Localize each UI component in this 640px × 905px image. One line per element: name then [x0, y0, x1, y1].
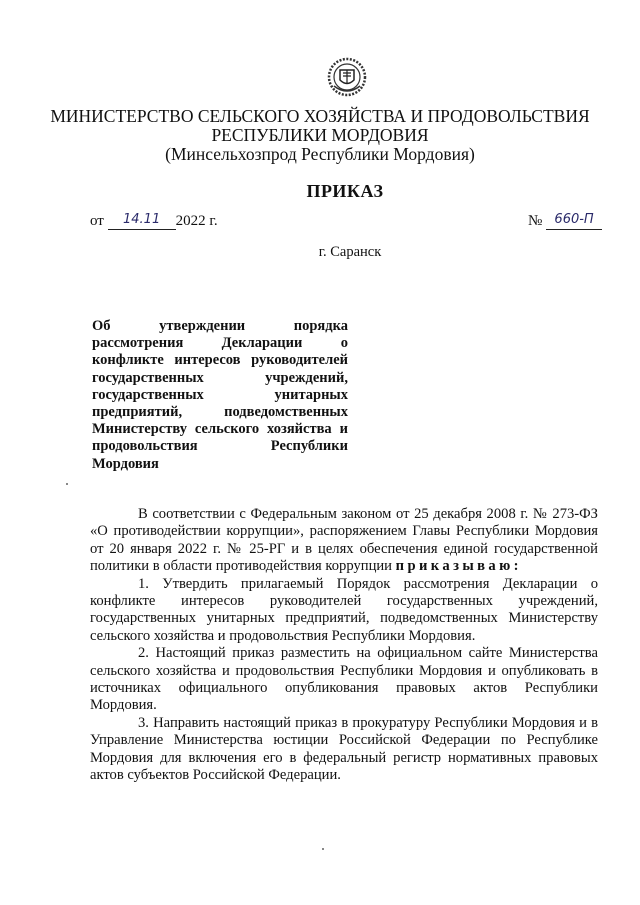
subject-line: Министерству сельского хозяйства и	[92, 421, 348, 438]
number-field	[546, 213, 602, 230]
subject-line: предприятий, подведомственных	[92, 404, 348, 421]
order-date	[90, 213, 218, 230]
number-handwritten: 660-П	[554, 212, 594, 227]
subject-line: государственных унитарных	[92, 386, 348, 403]
document-title: ПРИКАЗ	[306, 181, 384, 201]
scan-speck	[322, 848, 324, 850]
item-2: 2. Настоящий приказ разместить на официальном сайте Министерства сельского хозяйства и продовольствия Республики Мордовия и опубликовать в источниках официального опубликования правовых актов Республики Мордовия.	[90, 645, 598, 714]
ministry-short-name: (Минсельхозпрод Республики Мордовия)	[165, 144, 475, 164]
order-number	[528, 213, 602, 230]
scan-speck	[66, 483, 68, 485]
date-year: 2022 г.	[175, 213, 218, 229]
item-3: 3. Направить настоящий приказ в прокуратуру Республики Мордовия и в Управление Министерства юстиции Российской Федерации по Республике Мордовия для включения его в федеральный регистр нормативных правовых актов субъектов Российской Федерации.	[90, 714, 598, 784]
subject-line: рассмотрения Декларации о	[92, 335, 348, 352]
subject-line: продовольствия Республики	[92, 438, 348, 455]
date-field	[108, 213, 176, 230]
item-1: 1. Утвердить прилагаемый Порядок рассмотрения Декларации о конфликте интересов руководителей государственных учреждений, государственных унитарных предприятий, подведомственных Министерству сельского хозяйства и продовольствия Республики Мордовия.	[90, 575, 598, 644]
order-subject	[92, 318, 348, 473]
subject-line: конфликте интересов руководителей	[92, 352, 348, 369]
order-body	[90, 506, 598, 785]
subject-line: Об утверждении порядка	[92, 318, 348, 334]
city: г. Саранск	[318, 244, 382, 260]
coat-of-arms-icon	[326, 56, 368, 98]
date-handwritten: 14.11	[123, 212, 161, 227]
ministry-name-line2: РЕСПУБЛИКИ МОРДОВИЯ	[211, 125, 429, 145]
intro-text: В соответствии с Федеральным законом от 25 декабря 2008 г. № 273-ФЗ «О противодействии коррупции», распоряжением Главы Республики Мордовия от 20 января 2022 г. № 25-РГ и в целях обеспечения единой государственной политики в области противодействия коррупции	[90, 506, 598, 575]
date-prefix: от	[90, 213, 104, 229]
ministry-name-line1: МИНИСТЕРСТВО СЕЛЬСКОГО ХОЗЯЙСТВА И ПРОДОВОЛЬСТВИЯ	[50, 106, 590, 126]
number-prefix: №	[528, 213, 543, 229]
subject-line: государственных учреждений,	[92, 369, 348, 386]
order-keyword: приказываю:	[395, 558, 522, 575]
intro-paragraph	[90, 506, 598, 576]
subject-line: Мордовия	[92, 455, 159, 472]
